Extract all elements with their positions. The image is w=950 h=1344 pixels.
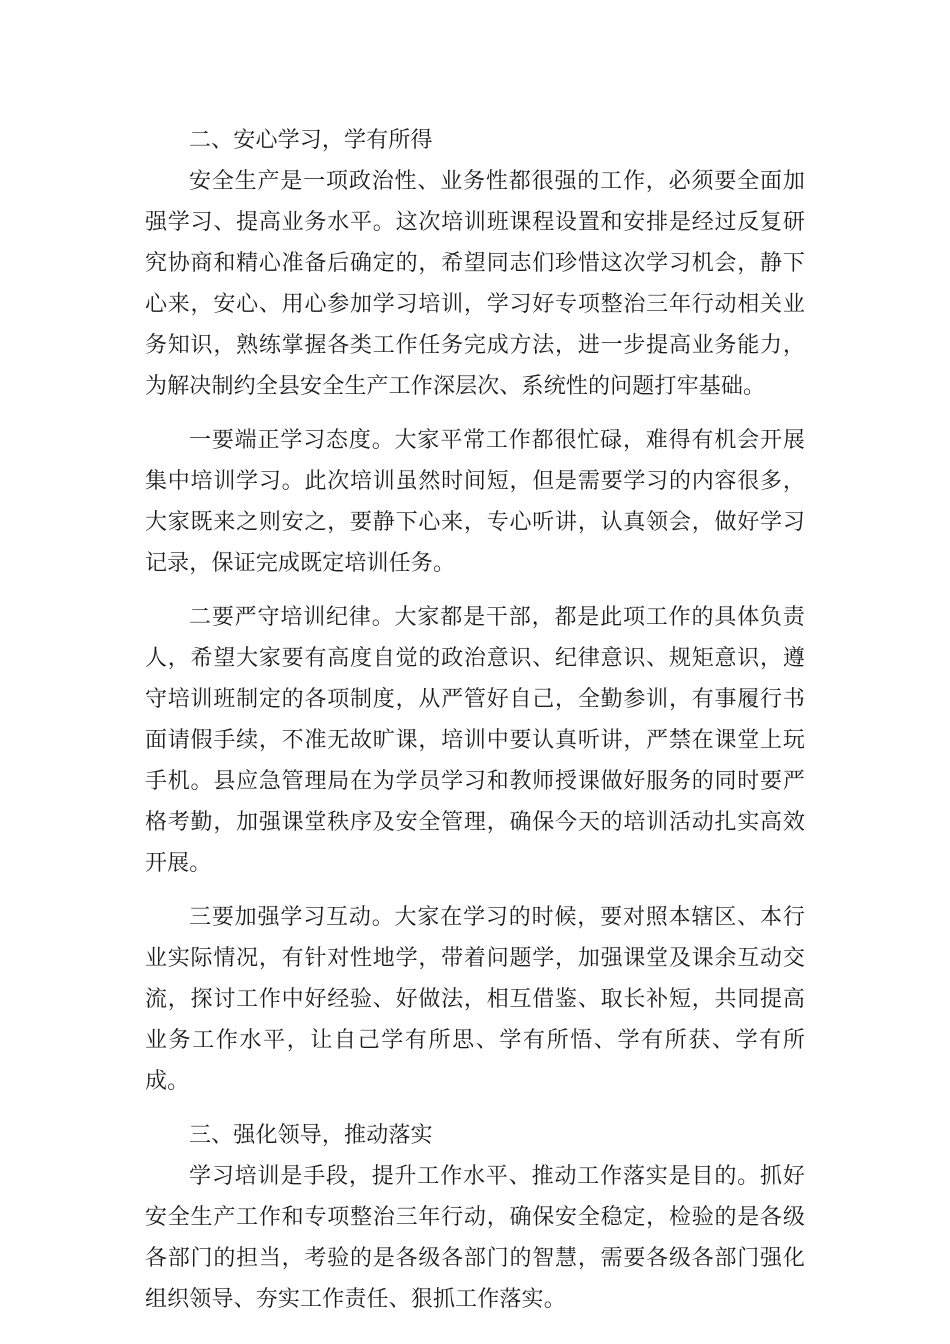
document-body: [145, 120, 805, 1320]
section-heading: 二、安心学习，学有所得: [189, 128, 433, 153]
paragraph: 学习培训是手段，提升工作水平、推动工作落实是目的。抓好安全生产工作和专项整治三年行动，确保安全稳定，检验的是各级各部门的担当，考验的是各级各部门的智慧，需要各级各部门强化组织领导、夯实工作责任、狠抓工作落实。: [145, 1164, 805, 1312]
paragraph: 三要加强学习互动。大家在学习的时候，要对照本辖区、本行业实际情况，有针对性地学，带着问题学，加强课堂及课余互动交流，探讨工作中好经验、好做法，相互借鉴、取长补短，共同提高业务工作水平，让自己学有所思、学有所悟、学有所获、学有所成。: [145, 905, 805, 1094]
paragraph: 二要严守培训纪律。大家都是干部，都是此项工作的具体负责人，希望大家要有高度自觉的政治意识、纪律意识、规矩意识，遵守培训班制定的各项制度，从严管好自己，全勤参训，有事履行书面请假手续，不准无故旷课，培训中要认真听讲，严禁在课堂上玩手机。县应急管理局在为学员学习和教师授课做好服务的同时要严格考勤，加强课堂秩序及安全管理，确保今天的培训活动扎实高效开展。: [145, 605, 805, 876]
section-heading: 三、强化领导，推动落实: [189, 1123, 433, 1148]
paragraph: 安全生产是一项政治性、业务性都很强的工作，必须要全面加强学习、提高业务水平。这次培训班课程设置和安排是经过反复研究协商和精心准备后确定的，希望同志们珍惜这次学习机会，静下心来，安心、用心参加学习培训，学习好专项整治三年行动相关业务知识，熟练掌握各类工作任务完成方法，进一步提高业务能力，为解决制约全县安全生产工作深层次、系统性的问题打牢基础。: [145, 169, 805, 399]
paragraph: 一要端正学习态度。大家平常工作都很忙碌，难得有机会开展集中培训学习。此次培训虽然时间短，但是需要学习的内容很多，大家既来之则安之，要静下心来，专心听讲，认真领会，做好学习记录，保证完成既定培训任务。: [145, 428, 805, 576]
